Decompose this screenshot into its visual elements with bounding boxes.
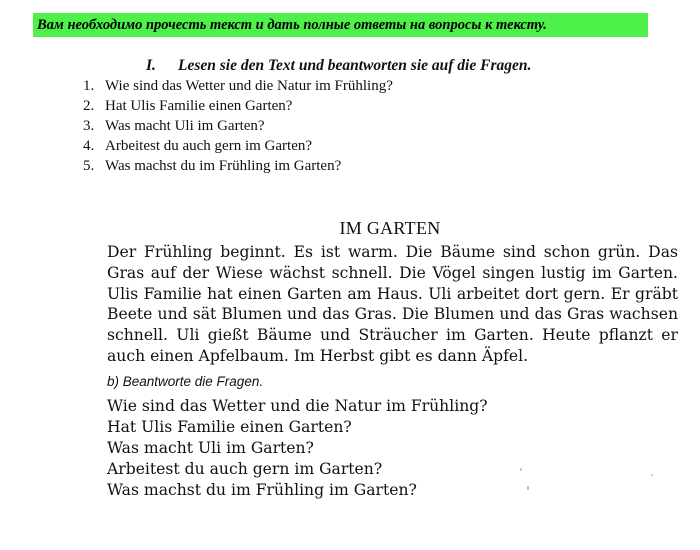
list-item xyxy=(83,136,393,156)
question-text: Was machst du im Frühling im Garten? xyxy=(105,158,342,174)
question-text: Was macht Uli im Garten? xyxy=(105,118,265,134)
question-text: Arbeitest du auch gern im Garten? xyxy=(105,138,313,154)
list-item xyxy=(83,76,393,96)
question-number: 1. xyxy=(83,78,95,94)
question-number: 5. xyxy=(83,158,95,174)
list-item: Wie sind das Wetter und die Natur im Frühling? xyxy=(107,397,488,415)
question-number: 2. xyxy=(83,98,95,114)
list-item: Arbeitest du auch gern im Garten? xyxy=(107,460,383,478)
question-number: 3. xyxy=(83,118,95,134)
instruction-banner: Вам необходимо прочесть текст и дать полные ответы на вопросы к тексту. xyxy=(33,13,648,37)
task-number: I. xyxy=(146,57,156,74)
question-list xyxy=(83,76,393,176)
list-item: Hat Ulis Familie einen Garten? xyxy=(107,418,352,436)
section-b-questions xyxy=(107,396,488,501)
scan-speck xyxy=(527,486,529,490)
task-instruction: Lesen sie den Text und beantworten sie auf die Fragen. xyxy=(178,57,532,74)
question-text: Hat Ulis Familie einen Garten? xyxy=(105,98,293,114)
question-text: Wie sind das Wetter und die Natur im Frühling? xyxy=(105,78,393,94)
list-item xyxy=(83,96,393,116)
list-item: Was machst du im Frühling im Garten? xyxy=(107,481,417,499)
text-body: Der Frühling beginnt. Es ist warm. Die Bäume sind schon grün. Das Gras auf der Wiese wächst schnell. Die Vögel singen lustig im Garten. Ulis Familie hat einen Garten am Haus. Uli arbeitet dort gern. Er gräbt Beete und sät Blumen und das Gras. Die Blumen und das Gras wachsen schnell. Uli gießt Bäume und Sträucher im Garten. Heute pflanzt er auch einen Apfelbaum. Im Herbst gibt es dann Äpfel. xyxy=(107,243,678,365)
list-item xyxy=(83,116,393,136)
list-item: Was macht Uli im Garten? xyxy=(107,439,314,457)
scan-speck xyxy=(520,468,522,471)
section-b-label: b) Beantworte die Fragen. xyxy=(107,374,264,389)
text-title: IM GARTEN xyxy=(339,218,441,238)
scan-speck xyxy=(651,474,653,476)
list-item xyxy=(83,156,393,176)
question-number: 4. xyxy=(83,138,95,154)
task-heading xyxy=(146,57,531,75)
